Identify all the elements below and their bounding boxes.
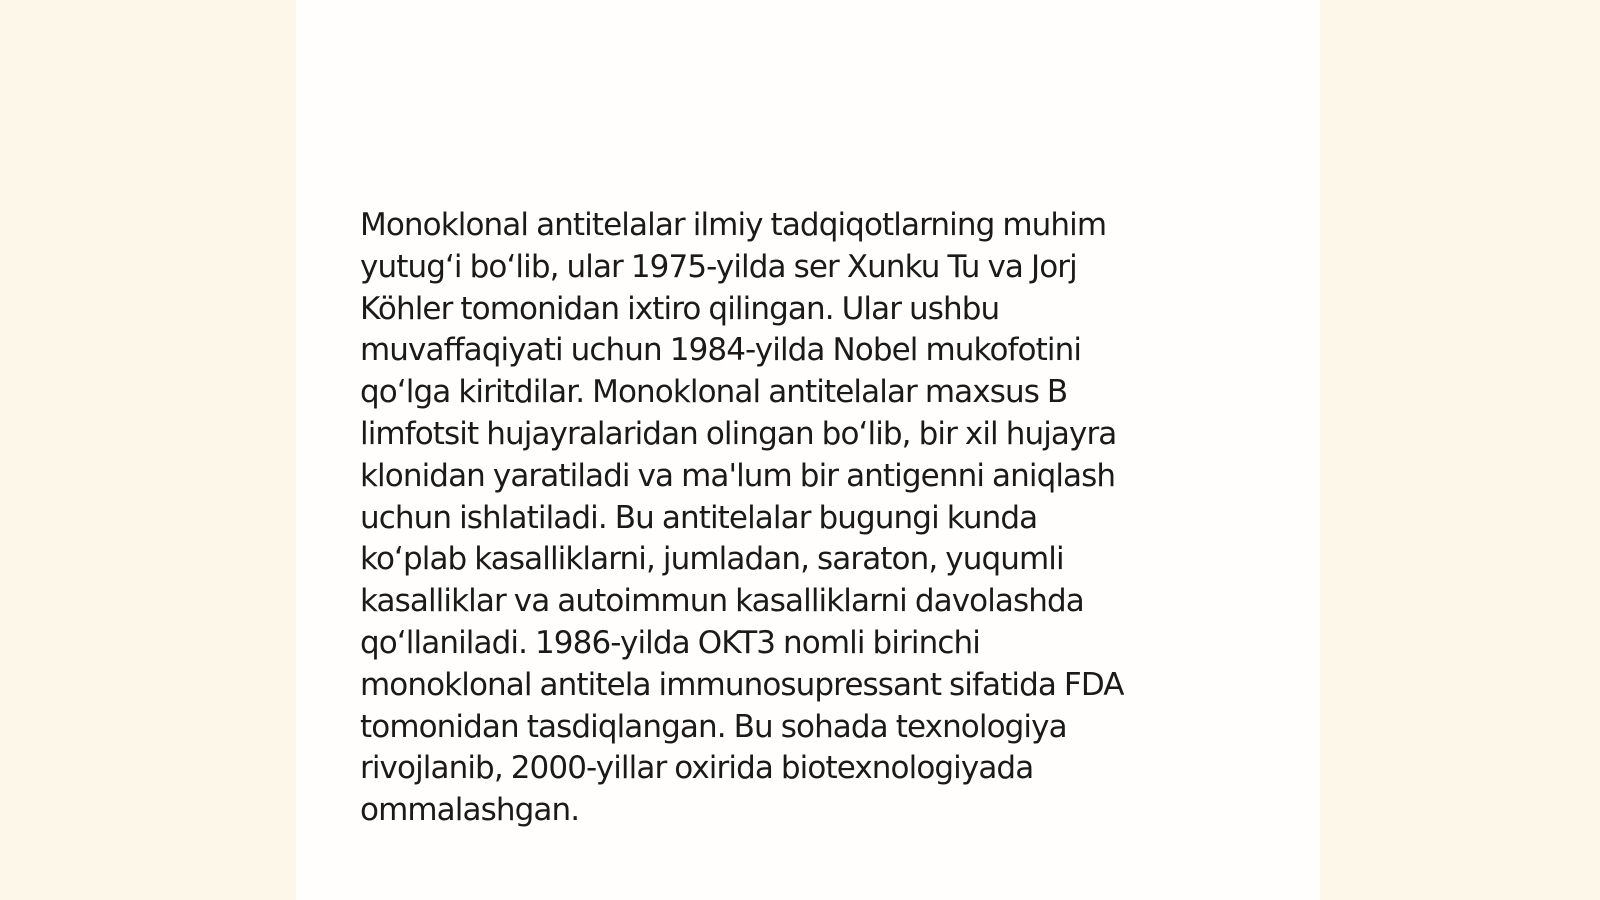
paragraph-line: yutug‘i bo‘lib, ular 1975-yilda ser Xunku Tu va Jorj xyxy=(360,248,1077,285)
body-paragraph xyxy=(360,205,1230,832)
paragraph-line: klonidan yaratiladi va ma'lum bir antigenni aniqlash xyxy=(360,457,1116,494)
paragraph-line: rivojlanib, 2000-yillar oxirida biotexnologiyada xyxy=(360,750,1034,787)
paragraph-line: qo‘llaniladi. 1986-yilda OKT3 nomli birinchi xyxy=(360,624,980,661)
paragraph-line: kasalliklar va autoimmun kasalliklarni davolashda xyxy=(360,583,1084,620)
paragraph-line: monoklonal antitela immunosupressant sifatida FDA xyxy=(360,666,1124,703)
paragraph-line: uchun ishlatiladi. Bu antitelalar bugungi kunda xyxy=(360,499,1038,536)
paragraph-line: qo‘lga kiritdilar. Monoklonal antitelalar maxsus B xyxy=(360,374,1068,411)
paragraph-line: ommalashgan. xyxy=(360,792,580,829)
document-page xyxy=(296,0,1320,900)
paragraph-line: tomonidan tasdiqlangan. Bu sohada texnologiya xyxy=(360,708,1067,745)
paragraph-line: Monoklonal antitelalar ilmiy tadqiqotlarning muhim xyxy=(360,207,1107,243)
paragraph-line: Köhler tomonidan ixtiro qilingan. Ular ushbu xyxy=(360,290,1000,327)
paragraph-line: limfotsit hujayralaridan olingan bo‘lib, bir xil hujayra xyxy=(360,415,1117,452)
paragraph-line: muvaffaqiyati uchun 1984-yilda Nobel mukofotini xyxy=(360,332,1082,369)
paragraph-line: ko‘plab kasalliklarni, jumladan, saraton, yuqumli xyxy=(360,541,1064,578)
